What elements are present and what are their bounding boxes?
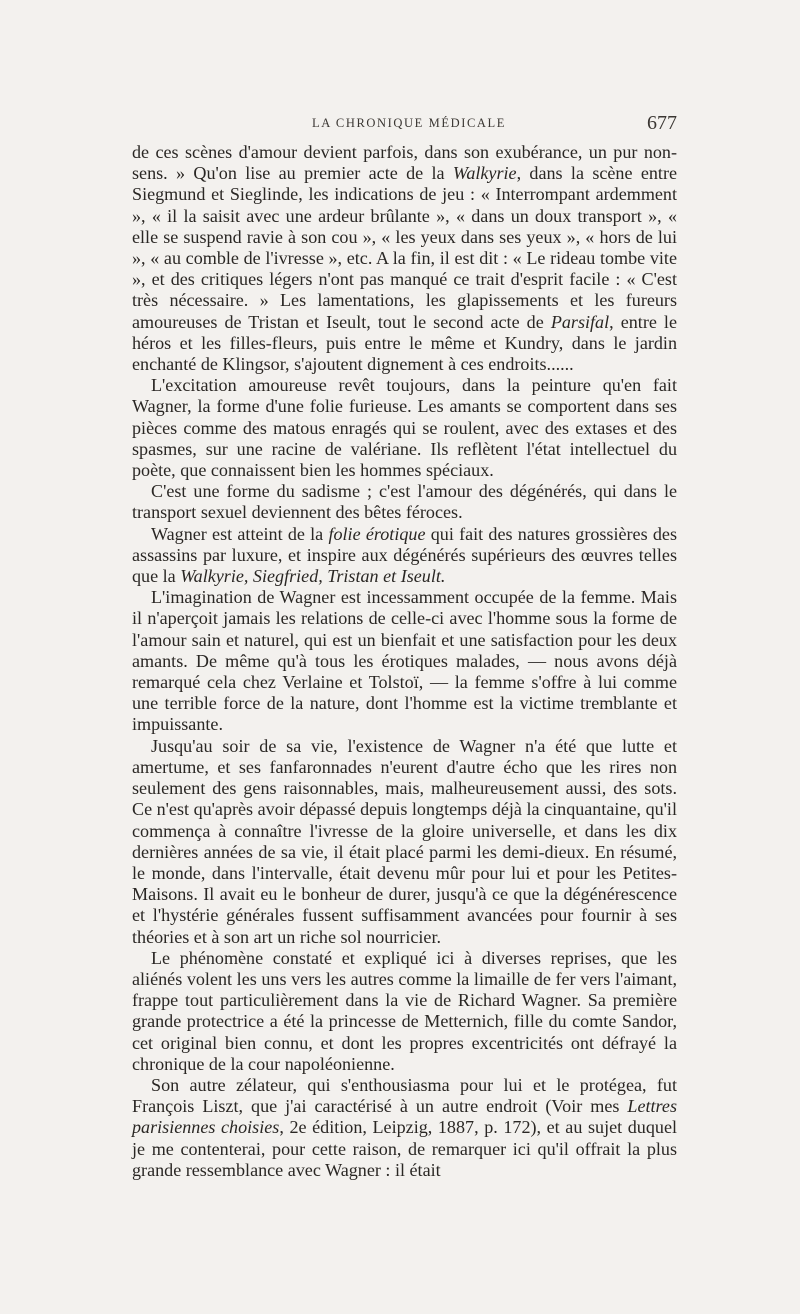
paragraph-7 [132, 948, 677, 1075]
paragraph-3 [132, 481, 677, 523]
text-run: , 2e édition, Leipzig, 1887, p. 172), et au sujet duquel je me contenterai, pour cette raison, de remarquer ici qu'il offrait la plus grande ressemblance avec Wagner : il était [132, 1117, 678, 1180]
text-run: Jusqu'au soir de sa vie, l'existence de Wagner n'a été que lutte et amertume, et ses fanfaronnades n'eurent d'autre écho que les rires non seulement des gens raisonnables, mais, malheureusement aussi, des sots. Ce n'est qu'après avoir dépassé depuis longtemps déjà la cinquantaine, qu'il commença à connaître l'ivresse de la gloire universelle, et dans les dix dernières années de sa vie, il était placé parmi les demi-dieux. En résumé, le monde, dans l'intervalle, était devenu mûr pour lui et pour les Petites-Maisons. Il avait eu le bonheur de durer, jusqu'à ce que la dégénérescence et l'hystérie générales fussent suffisamment avancées pour fournir à ses théories et à son art un riche sol nourricier. [132, 735, 677, 947]
italic-term: folie érotique [328, 523, 426, 544]
text-run: Wagner est atteint de la [151, 523, 329, 544]
italic-title: Walkyrie [452, 163, 517, 184]
paragraph-5 [132, 587, 677, 735]
text-run: C'est une forme du sadisme ; c'est l'amour des dégénérés, qui dans le transport sexuel deviennent des bêtes féroces. [132, 481, 677, 523]
paragraph-2 [132, 375, 677, 481]
body-text [132, 142, 677, 1181]
italic-title: Lettres parisiennes choisies [132, 1096, 677, 1138]
text-run: Le phénomène constaté et expliqué ici à diverses reprises, que les aliénés volent les uns vers les autres comme la limaille de fer vers l'aimant, frappe tout particulièrement dans la vie de Richard Wagner. Sa première grande protectrice a été la princesse de Metternich, fille du comte Sandor, cet original bien connu, et dont les propres excentricités ont défrayé la chronique de la cour napoléonienne. [132, 947, 677, 1074]
page-number: 677 [647, 112, 677, 134]
paragraph-8 [132, 1075, 677, 1181]
text-run: , dans la scène entre Siegmund et Sieglinde, les indications de jeu : « Interrompant ardemment », « il la saisit avec une ardeur brûlante », « dans un doux transport », « elle se suspend ravie à son cou », « les yeux dans ses yeux », « hors de lui », « au comble de l'ivresse », etc. A la fin, il est dit : « Le rideau tombe vite », et des critiques légers n'ont pas manqué ce trait d'esprit facile : « C'est très nécessaire. » Les lamentations, les glapissements et les fureurs amoureuses de Tristan et Iseult, tout le second acte de [132, 163, 677, 332]
italic-title: Parsifal [550, 311, 610, 332]
text-run: qui fait des natures grossières des assassins par luxure, et inspire aux dégénérés supérieurs des œuvres telles que la [132, 523, 677, 587]
text-run: L'excitation amoureuse revêt toujours, dans la peinture qu'en fait Wagner, la forme d'une folie furieuse. Les amants se comportent dans ses pièces comme des matous enragés qui se roulent, avec des extases et des spasmes, sur une racine de valériane. Ils reflètent l'état intellectuel du poète, que connaissent bien les hommes spéciaux. [132, 375, 677, 481]
text-run: , entre le héros et les filles-fleurs, puis entre le même et Kundry, dans le jardin enchanté de Klingsor, s'ajoutent dignement à ces endroits...... [132, 311, 677, 375]
italic-title: Walkyrie, Siegfried, Tristan et Iseult. [180, 566, 446, 587]
text-run: L'imagination de Wagner est incessamment occupée de la femme. Mais il n'aperçoit jamais les relations de celle-ci avec l'homme sous la forme de l'amour sain et naturel, qui est un bienfait et une satisfaction pour les deux amants. De même qu'à tous les érotiques malades, — nous avons déjà remarqué cela chez Verlaine et Tolstoï, — la femme s'offre à lui comme une terrible force de la nature, dont l'homme est la victime tremblante et impuissante. [132, 587, 677, 735]
paragraph-1 [132, 142, 677, 375]
paragraph-4 [132, 524, 677, 588]
running-title: LA CHRONIQUE MÉDICALE [312, 116, 507, 130]
paragraph-6 [132, 736, 677, 948]
page-header [132, 112, 677, 140]
text-run: Son autre zélateur, qui s'enthousiasma pour lui et le protégea, fut François Liszt, que j'ai caractérisé à un autre endroit (Voir mes [132, 1074, 677, 1117]
text-run: de ces scènes d'amour devient parfois, dans son exubérance, un pur non-sens. » Qu'on lise au premier acte de la [132, 142, 677, 184]
